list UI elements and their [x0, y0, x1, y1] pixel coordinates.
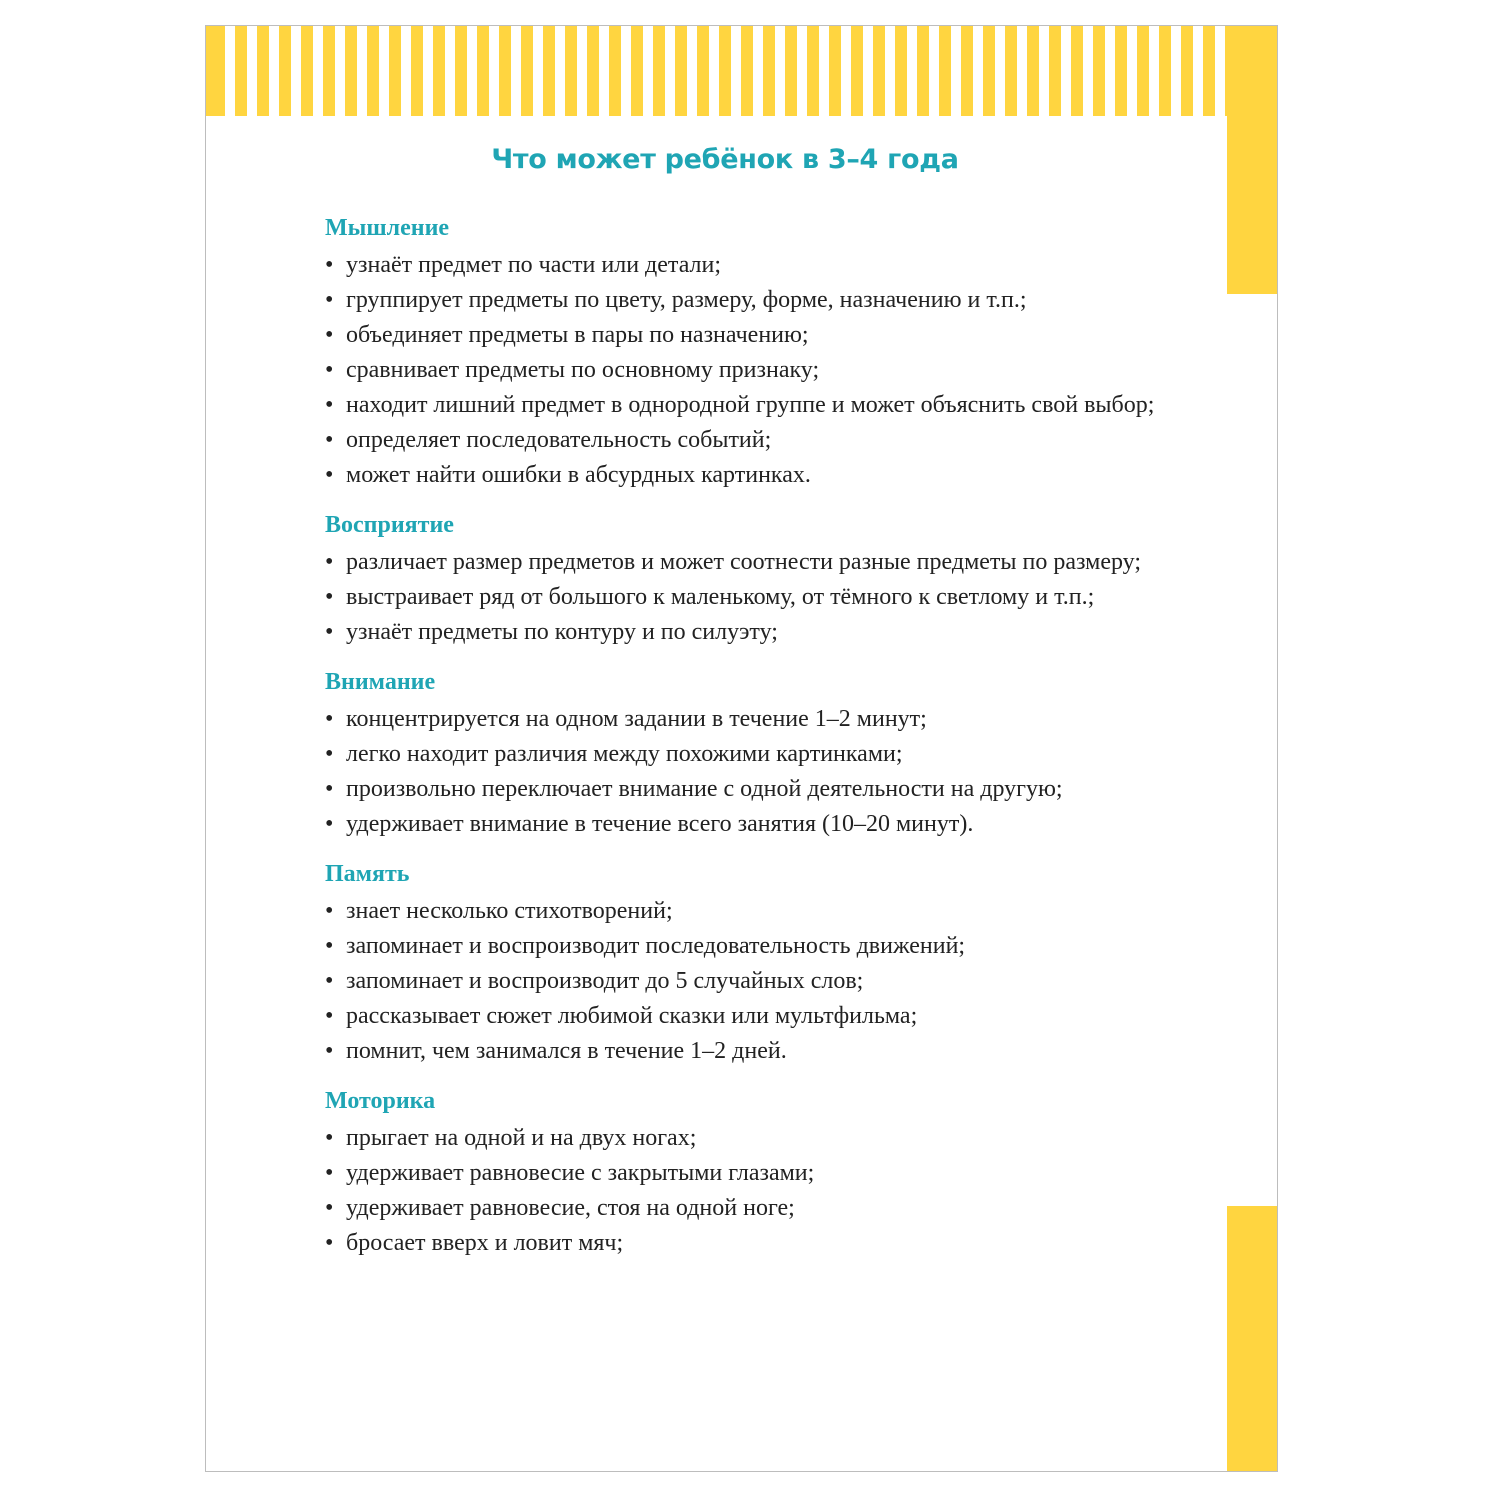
- section-memory: [325, 852, 1155, 1066]
- section-heading: Восприятие: [325, 512, 454, 538]
- item-text: группирует предметы по цвету, размеру, форме, назначению и т.п.;: [346, 287, 1027, 313]
- item-text: определяет последовательность событий;: [346, 427, 772, 453]
- section-heading: Память: [325, 861, 410, 887]
- item-text: удерживает равновесие, стоя на одной ноге;: [346, 1195, 795, 1221]
- bullet: •: [325, 706, 334, 732]
- section-motor-skills: [325, 1079, 1155, 1258]
- section-heading: Внимание: [325, 669, 436, 695]
- bullet: •: [325, 1003, 334, 1029]
- item-text: бросает вверх и ловит мяч;: [346, 1230, 624, 1256]
- item-text: легко находит различия между похожими картинками;: [346, 741, 903, 767]
- bullet: •: [325, 322, 334, 348]
- section-perception: [325, 503, 1155, 647]
- item-list: [325, 704, 1155, 839]
- bullet: •: [325, 776, 334, 802]
- page-title: Что может ребёнок в 3–4 года: [491, 144, 959, 175]
- item-text: может найти ошибки в абсурдных картинках.: [346, 462, 811, 488]
- list-item: [325, 1193, 1155, 1223]
- item-text: удерживает равновесие с закрытыми глазами;: [346, 1160, 815, 1186]
- bullet: •: [325, 1160, 334, 1186]
- bullet: •: [325, 252, 334, 278]
- item-list: [325, 547, 1155, 647]
- list-item: [325, 1036, 1155, 1066]
- item-list: [325, 250, 1155, 490]
- list-item: [325, 809, 1155, 839]
- item-text: произвольно переключает внимание с одной деятельности на другую;: [346, 776, 1063, 802]
- bullet: •: [325, 1125, 334, 1151]
- bullet: •: [325, 811, 334, 837]
- decorative-stripes: [206, 26, 1228, 116]
- item-text: запоминает и воспроизводит до 5 случайных слов;: [346, 968, 864, 994]
- bullet: •: [325, 933, 334, 959]
- item-text: концентрируется на одном задании в течение 1–2 минут;: [346, 706, 927, 732]
- item-text: удерживает внимание в течение всего занятия (10–20 минут).: [346, 811, 974, 837]
- bullet: •: [325, 1230, 334, 1256]
- bullet: •: [325, 427, 334, 453]
- bullet: •: [325, 968, 334, 994]
- item-text: прыгает на одной и на двух ногах;: [346, 1125, 697, 1151]
- list-item: [325, 1158, 1155, 1188]
- section-attention: [325, 660, 1155, 839]
- item-list: [325, 1123, 1155, 1258]
- section-heading: Мышление: [325, 215, 450, 241]
- list-item: [325, 355, 1155, 385]
- list-item: [325, 547, 1155, 577]
- list-item: [325, 704, 1155, 734]
- list-item: [325, 966, 1155, 996]
- bullet: •: [325, 462, 334, 488]
- list-item: [325, 582, 1155, 612]
- side-bar-bottom: [1227, 1206, 1277, 1472]
- page: [205, 25, 1278, 1472]
- item-list: [325, 896, 1155, 1066]
- list-item: [325, 1228, 1155, 1258]
- list-item: [325, 390, 1155, 420]
- item-text: запоминает и воспроизводит последовательность движений;: [346, 933, 966, 959]
- list-item: [325, 739, 1155, 769]
- bullet: •: [325, 1038, 334, 1064]
- item-text: объединяет предметы в пары по назначению;: [346, 322, 809, 348]
- bullet: •: [325, 898, 334, 924]
- item-text: различает размер предметов и может соотнести разные предметы по размеру;: [346, 549, 1142, 575]
- bullet: •: [325, 549, 334, 575]
- bullet: •: [325, 392, 334, 418]
- section-thinking: [325, 206, 1155, 490]
- list-item: [325, 1123, 1155, 1153]
- section-heading: Моторика: [325, 1088, 436, 1114]
- bullet: •: [325, 1195, 334, 1221]
- item-text: узнаёт предмет по части или детали;: [346, 252, 722, 278]
- list-item: [325, 774, 1155, 804]
- list-item: [325, 617, 1155, 647]
- list-item: [325, 285, 1155, 315]
- bullet: •: [325, 741, 334, 767]
- list-item: [325, 1001, 1155, 1031]
- item-text: выстраивает ряд от большого к маленькому, от тёмного к светлому и т.п.;: [346, 584, 1095, 610]
- item-text: сравнивает предметы по основному признаку;: [346, 357, 820, 383]
- item-text: рассказывает сюжет любимой сказки или мультфильма;: [346, 1003, 918, 1029]
- item-text: знает несколько стихотворений;: [346, 898, 673, 924]
- list-item: [325, 425, 1155, 455]
- content: [325, 206, 1155, 1271]
- item-text: находит лишний предмет в однородной группе и может объяснить свой выбор;: [346, 392, 1155, 418]
- list-item: [325, 931, 1155, 961]
- item-text: узнаёт предметы по контуру и по силуэту;: [346, 619, 778, 645]
- bullet: •: [325, 287, 334, 313]
- list-item: [325, 320, 1155, 350]
- list-item: [325, 896, 1155, 926]
- bullet: •: [325, 584, 334, 610]
- bullet: •: [325, 357, 334, 383]
- list-item: [325, 460, 1155, 490]
- bullet: •: [325, 619, 334, 645]
- list-item: [325, 250, 1155, 280]
- item-text: помнит, чем занимался в течение 1–2 дней.: [346, 1038, 787, 1064]
